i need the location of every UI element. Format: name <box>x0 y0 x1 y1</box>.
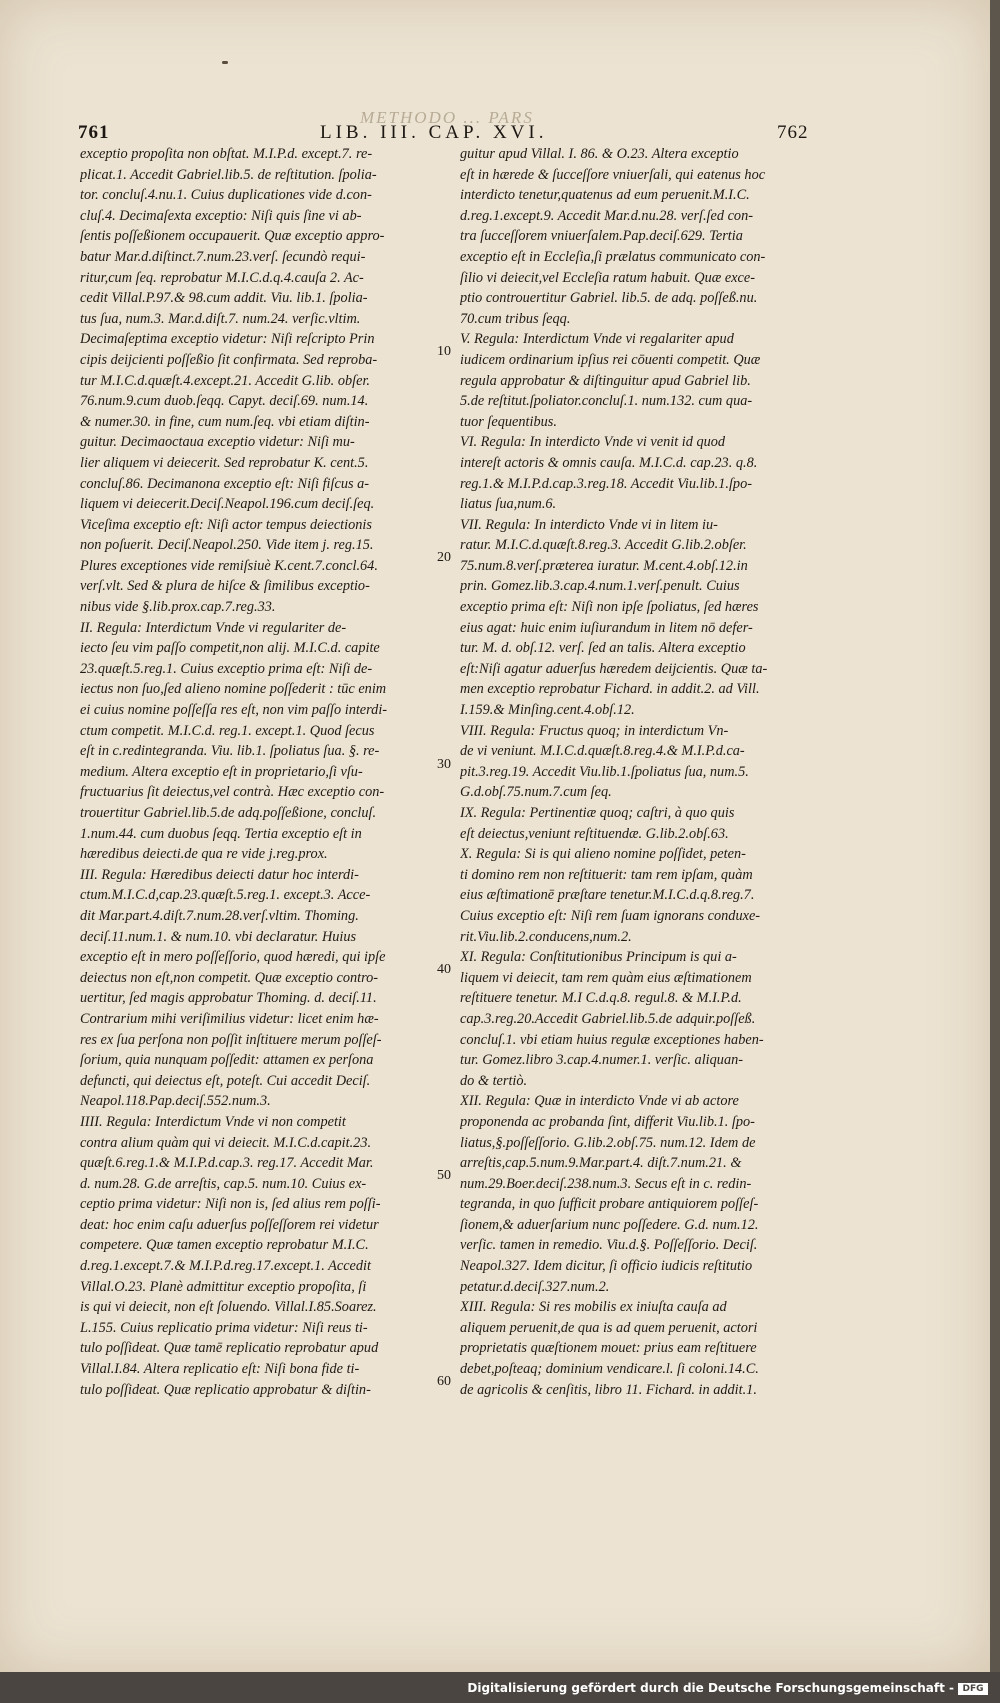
text-line: II. Regula: Interdictum Vnde vi regulariter de- <box>80 619 347 636</box>
text-line: Contrarium mihi veriſimilius videtur: licet enim hæ- <box>80 1010 379 1027</box>
text-line: iudicem ordinarium ipſius rei cōuenti competit. Quæ <box>460 351 761 368</box>
text-line: IIII. Regula: Interdictum Vnde vi non competit <box>80 1113 346 1130</box>
text-line: Viceſima exceptio eſt: Niſi actor tempus deiectionis <box>80 516 372 533</box>
page-edge <box>990 0 1000 1672</box>
text-line: liquem vi deiecit, tam rem quàm eius æſtimationem <box>460 969 752 986</box>
text-line: deat: hoc enim caſu aduerſus poſſeſſorem rei videtur <box>80 1216 379 1233</box>
line-number-marker: 20 <box>437 550 451 565</box>
text-line: is qui vi deiecit, non eſt ſoluendo. Villal.I.85.Soarez. <box>80 1299 377 1316</box>
credit-text: Digitalisierung gefördert durch die Deutsche Forschungsgemeinschaft - <box>467 1681 954 1695</box>
text-line: & numer.30. in fine, cum num.ſeq. vbi etiam diſtin- <box>80 413 370 430</box>
text-line: petatur.d.deciſ.327.num.2. <box>460 1278 610 1295</box>
text-line: 70.cum tribus ſeqq. <box>460 310 571 327</box>
text-line: verſic. tamen in remedio. Viu.d.§. Poſſeſſorio. Deciſ. <box>460 1237 758 1254</box>
text-line: proponenda ac probanda ſint, differit Viu.lib.1. ſpo- <box>460 1113 755 1130</box>
text-line: plicat.1. Accedit Gabriel.lib.5. de reſtitution. ſpolia- <box>80 166 377 183</box>
dfg-logo: DFG <box>958 1683 988 1695</box>
text-line: nibus vide §.lib.prox.cap.7.reg.33. <box>80 599 276 616</box>
text-line: tus ſua, num.3. Mar.d.diſt.7. num.24. verſic.vltim. <box>80 310 361 327</box>
text-line: X. Regula: Si is qui alieno nomine poſſidet, peten- <box>460 846 746 863</box>
text-line: res ex ſua perſona non poſſit inſtituere merum poſſeſ- <box>80 1031 382 1048</box>
line-number-marker: 50 <box>437 1168 451 1183</box>
text-line: eſt:Niſi agatur aduerſus hæredem deijcientis. Quæ ta- <box>460 660 768 677</box>
text-line: Plures exceptiones vide remiſsiuè K.cent.7.concl.64. <box>80 557 378 574</box>
text-line: cipis deijcienti poſſeßio ſit confirmata. Sed reproba- <box>80 351 378 368</box>
text-line: concluſ.86. Decimanona exceptio eſt: Niſi fiſcus a- <box>80 475 370 492</box>
text-line: verſ.vlt. Sed & plura de hiſce & ſimilibus exceptio- <box>80 578 370 595</box>
text-line: V. Regula: Interdictum Vnde vi regalariter apud <box>460 331 734 348</box>
text-line: defuncti, qui deiectus eſt, poteſt. Cui accedit Deciſ. <box>80 1072 371 1089</box>
text-line: cedit Villal.P.97.& 98.cum addit. Viu. lib.1. ſpolia- <box>80 290 368 307</box>
text-line: ti domino rem non reſtituerit: tam rem ipſam, quàm <box>460 866 753 883</box>
text-line: batur Mar.d.diſtinct.7.num.23.verſ. ſecundò requi- <box>80 248 366 265</box>
right-text-column <box>460 144 846 1400</box>
text-line: hæredibus deiecti.de qua re vide j.reg.prox. <box>80 846 328 863</box>
text-line: eſt in hærede & ſucceſſore vniuerſali, qui eatenus hoc <box>460 166 766 183</box>
text-line: tegranda, in quo ſufficit probare antiquiorem poſſeſ- <box>460 1196 759 1213</box>
text-line: I.159.& Minſing.cent.4.obſ.12. <box>460 702 635 719</box>
line-number-marker: 40 <box>437 962 451 977</box>
line-number-marker: 30 <box>437 757 451 772</box>
text-line: competere. Quæ tamen exceptio reprobatur M.I.C. <box>80 1237 369 1254</box>
text-line: exceptio eſt in Eccleſia,ſi prælatus communicato con- <box>460 248 766 265</box>
text-line: uertitur, ſed magis approbatur Thoming. d. deciſ.11. <box>80 990 377 1007</box>
text-line: ctum competit. M.I.C.d. reg.1. except.1. Quod ſecus <box>80 722 375 739</box>
text-line: pit.3.reg.19. Accedit Viu.lib.1.ſpoliatus ſua, num.5. <box>460 763 749 780</box>
text-line: lier aliquem vi deiecerit. Sed reprobatur K. cent.5. <box>80 454 369 471</box>
text-line: interdicto tenetur,quatenus ad eum peruenit.M.I.C. <box>460 187 750 204</box>
text-line: ceptio prima videtur: Niſi non is, ſed alius rem poſſi- <box>80 1196 381 1213</box>
text-line: tur. Gomez.libro 3.cap.4.numer.1. verſic. aliquan- <box>460 1052 743 1069</box>
text-line: 1.num.44. cum duobus ſeqq. Tertia exceptio eſt in <box>80 825 362 842</box>
line-number-marker: 60 <box>437 1374 451 1389</box>
text-line: exceptio prima eſt: Niſi non ipſe ſpoliatus, ſed hæres <box>460 599 759 616</box>
text-line: tuor ſequentibus. <box>460 413 557 430</box>
text-line: reſtituere tenetur. M.I C.d.q.8. regul.8. & M.I.P.d. <box>460 990 742 1007</box>
text-line: num.29.Boer.deciſ.238.num.3. Secus eſt in c. redin- <box>460 1175 752 1192</box>
text-line: 5.de reſtitut.ſpoliator.concluſ.1. num.132. cum qua- <box>460 393 753 410</box>
line-number-marker: 10 <box>437 344 451 359</box>
text-line: eius æſtimationē præſtare tenetur.M.I.C.d.q.8.reg.7. <box>460 887 755 904</box>
text-line: guitur apud Villal. I. 86. & O.23. Altera exceptio <box>460 146 739 162</box>
text-line: VI. Regula: In interdicto Vnde vi venit id quod <box>460 434 726 451</box>
text-line: tor. concluſ.4.nu.1. Cuius duplicationes vide d.con- <box>80 187 372 204</box>
text-line: VII. Regula: In interdicto Vnde vi in litem iu- <box>460 516 718 533</box>
text-line: liatus ſua,num.6. <box>460 496 557 513</box>
text-line: ſorium, quia nunquam poſſedit: attamen ex perſona <box>80 1052 374 1069</box>
page-number-left: 761 <box>78 122 110 143</box>
text-line: liatus,§.poſſeſſorio. G.lib.2.obſ.75. num.12. Idem de <box>460 1134 756 1151</box>
text-line: XI. Regula: Conſtitutionibus Principum is qui a- <box>460 949 737 966</box>
text-line: de agricolis & cenſitis, libro 11. Fichard. in addit.1. <box>460 1381 757 1398</box>
text-line: d.reg.1.except.9. Accedit Mar.d.nu.28. verſ.ſed con- <box>460 207 753 224</box>
text-line: tur M.I.C.d.quæſt.4.except.21. Accedit G.lib. obſer. <box>80 372 370 389</box>
text-line: ei cuius nomine poſſeſſa res eſt, non vim paſſo interdi- <box>80 702 388 719</box>
text-line: Neapol.327. Idem dicitur, ſi officio iudicis reſtitutio <box>460 1258 753 1275</box>
text-line: 75.num.8.verſ.præterea iuratur. M.cent.4.obſ.12.in <box>460 557 748 574</box>
text-line: cluſ.4. Decimaſexta exceptio: Niſi quis ſine vi ab- <box>80 207 362 224</box>
text-line: L.155. Cuius replicatio prima videtur: Niſi reus ti- <box>80 1319 368 1336</box>
text-line: eſt in c.redintegranda. Viu. lib.1. ſpoliatus ſua. §. re- <box>80 743 380 760</box>
text-line: XIII. Regula: Si res mobilis ex iniuſta cauſa ad <box>460 1299 727 1316</box>
paper-speck <box>222 61 228 64</box>
text-line: non poſuerit. Deciſ.Neapol.250. Vide item j. reg.15. <box>80 537 374 554</box>
text-line: tulo poſſideat. Quæ tamē replicatio reprobatur apud <box>80 1340 379 1357</box>
text-line: eſt deiectus,veniunt reſtituendæ. G.lib.2.obſ.63. <box>460 825 729 842</box>
text-line: ptio controuertitur Gabriel. lib.5. de adq. poſſeß.nu. <box>460 290 758 307</box>
text-line: guitur. Decimaoctaua exceptio videtur: Niſi mu- <box>80 434 355 451</box>
text-line: eius agat: huic enim iuſiurandum in litem nō defer- <box>460 619 753 636</box>
text-line: 23.quæſt.5.reg.1. Cuius exceptio prima eſt: Niſi de- <box>80 660 373 677</box>
text-line: ſionem,& aduerſarium nunc poſſedere. G.d. num.12. <box>460 1216 759 1233</box>
text-line: quæſt.6.reg.1.& M.I.P.d.cap.3. reg.17. Accedit Mar. <box>80 1155 374 1172</box>
text-line: men exceptio reprobatur Fichard. in addit.2. ad Vill. <box>460 681 760 698</box>
text-line: 76.num.9.cum duob.ſeqq. Capyt. deciſ.69. num.14. <box>80 393 369 410</box>
text-line: regula approbatur & diſtinguitur apud Gabriel lib. <box>460 372 751 389</box>
text-line: debet,poſteaq; dominium vendicare.l. ſi coloni.14.C. <box>460 1361 759 1378</box>
text-line: proprietatis quæſtionem mouet: prius eam reſtituere <box>460 1340 757 1357</box>
text-line: iecto ſeu vim paſſo competit,non alij. M.I.C.d. capite <box>80 640 380 657</box>
text-line: prin. Gomez.lib.3.cap.4.num.1.verſ.penult. Cuius <box>460 578 740 595</box>
text-line: rit.Viu.lib.2.conducens,num.2. <box>460 928 632 945</box>
text-line: d. num.28. G.de arreſtis, cap.5. num.10. Cuius ex- <box>80 1175 367 1192</box>
page-number-right: 762 <box>777 122 809 143</box>
text-line: Decimaſeptima exceptio videtur: Niſi reſcripto Prin <box>80 331 375 348</box>
text-line: exceptio eſt in mero poſſeſſorio, quod hæredi, qui ipſe <box>80 949 386 966</box>
text-line: liquem vi deiecerit.Deciſ.Neapol.196.cum deciſ.ſeq. <box>80 496 375 513</box>
text-line: Villal.I.84. Altera replicatio eſt: Niſi bona fide ti- <box>80 1361 360 1378</box>
text-line: deciſ.11.num.1. & num.10. vbi declaratur. Huius <box>80 928 357 945</box>
text-line: trouertitur Gabriel.lib.5.de adq.poſſeßione, concluſ. <box>80 805 377 821</box>
text-line: ſentis poſſeßionem occupauerit. Quæ exceptio appro- <box>80 228 385 245</box>
text-line: Neapol.118.Pap.deciſ.552.num.3. <box>80 1093 271 1110</box>
text-line: aliquem peruenit,de qua is ad quem peruenit, actori <box>460 1319 758 1336</box>
text-line: IX. Regula: Pertinentiæ quoq; caſtri, à quo quis <box>460 805 735 821</box>
text-line: iectus non ſuo,ſed alieno nomine poſſederit : tūc enim <box>80 681 387 698</box>
text-line: concluſ.1. vbi etiam huius regulæ exceptiones haben- <box>460 1031 764 1048</box>
text-line: VIII. Regula: Fructus quoq; in interdictum Vn- <box>460 722 729 739</box>
digitization-credit <box>467 1681 988 1695</box>
running-head: LIB. III. CAP. XVI. <box>320 122 548 143</box>
left-text-column <box>80 144 472 1400</box>
text-line: fructuarius ſit deiectus,vel contrà. Hæc exceptio con- <box>80 784 385 801</box>
text-line: deiectus non eſt,non competit. Quæ exceptio contro- <box>80 969 379 986</box>
text-line: tur. M. d. obſ.12. verſ. ſed an talis. Altera exceptio <box>460 640 746 657</box>
text-line: intereſt actoris & omnis cauſa. M.I.C.d. cap.23. q.8. <box>460 454 758 471</box>
text-line: tra ſucceſſorem vniuerſalem.Pap.deciſ.629. Tertia <box>460 228 743 245</box>
text-line: arreſtis,cap.5.num.9.Mar.part.4. diſt.7.num.21. & <box>460 1155 742 1172</box>
text-line: G.d.obſ.75.num.7.cum ſeq. <box>460 784 612 801</box>
text-line: d.reg.1.except.7.& M.I.P.d.reg.17.except.1. Accedit <box>80 1258 371 1275</box>
text-line: contra alium quàm qui vi deiecit. M.I.C.d.capit.23. <box>80 1134 372 1151</box>
text-line: XII. Regula: Quæ in interdicto Vnde vi ab actore <box>460 1093 739 1110</box>
bleed-through-header: METHODO ... PARS <box>360 108 534 127</box>
text-line: III. Regula: Hæredibus deiecti datur hoc interdi- <box>80 866 359 883</box>
text-line: Cuius exceptio eſt: Niſi rem ſuam ignorans conduxe- <box>460 907 761 924</box>
text-line: tulo poſſideat. Quæ replicatio approbatur & diſtin- <box>80 1381 371 1398</box>
text-line: de vi veniunt. M.I.C.d.quæſt.8.reg.4.& M.I.P.d.ca- <box>460 743 745 760</box>
text-line: ſilio vi deiecit,vel Eccleſia ratum habuit. Quæ exce- <box>460 269 755 286</box>
text-line: ritur,cum ſeq. reprobatur M.I.C.d.q.4.cauſa 2. Ac- <box>80 269 364 286</box>
text-line: do & tertiò. <box>460 1072 528 1089</box>
text-line: dit Mar.part.4.diſt.7.num.28.verſ.vltim. Thoming. <box>80 907 359 924</box>
text-line: Villal.O.23. Planè admittitur exceptio propoſita, ſi <box>80 1278 367 1295</box>
text-line: ctum.M.I.C.d,cap.23.quæſt.5.reg.1. except.3. Acce- <box>80 887 371 904</box>
text-line: ratur. M.I.C.d.quæſt.8.reg.3. Accedit G.lib.2.obſer. <box>460 537 747 554</box>
text-line: reg.1.& M.I.P.d.cap.3.reg.18. Accedit Viu.lib.1.ſpo- <box>460 475 752 492</box>
text-line: cap.3.reg.20.Accedit Gabriel.lib.5.de adquir.poſſeß. <box>460 1010 756 1027</box>
text-line: exceptio propoſita non obſtat. M.I.P.d. except.7. re- <box>80 146 373 162</box>
text-line: medium. Altera exceptio eſt in proprietario,ſi vſu- <box>80 763 363 780</box>
